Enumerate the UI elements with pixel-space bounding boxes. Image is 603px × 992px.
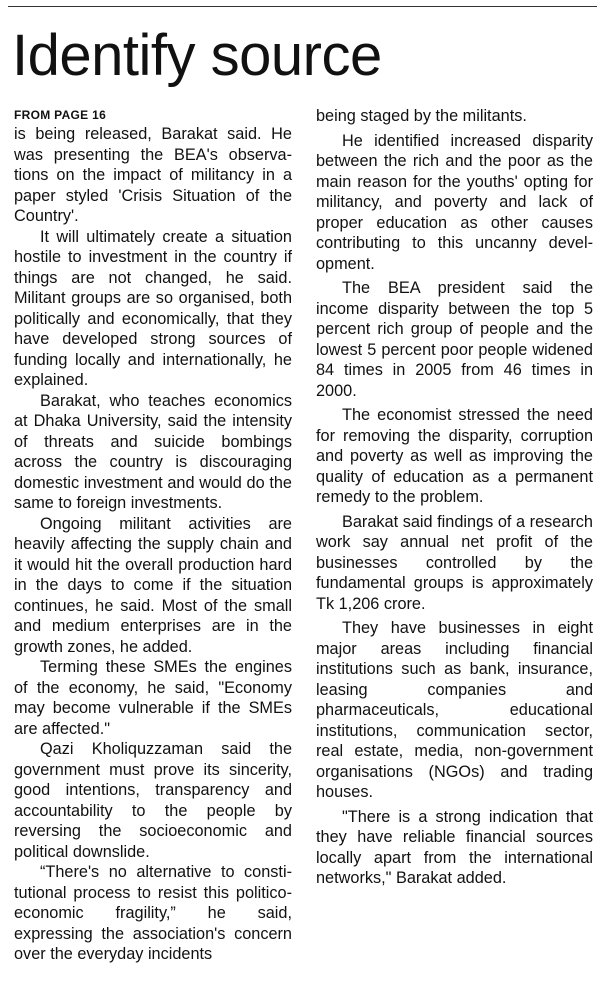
article-paragraph: “There's no alternative to constitutional process to resist this politico-economic fragility,” he said, expressing the association's concern over the everyday incidents xyxy=(14,863,292,963)
article-paragraph: is being released, Barakat said. He was presenting the BEA's observations on the impact of militancy in a paper styled 'Crisis Situation of the Country'. xyxy=(14,125,292,225)
article-paragraph: Barakat said findings of a research work say annual net profit of the businesses controlled by the fundamental groups is approximately Tk 1,206 crore. xyxy=(316,512,593,613)
article-paragraph: He identified increased disparity between the rich and the poor as the main reason for the youths' opting for militancy, and poverty and lack of proper education as other causes contributing to this uncanny development. xyxy=(316,131,593,273)
article-paragraph: Qazi Kholiquzzaman said the government must prove its sincerity, good intentions, transparency and accountability to the people by reversing the socioeconomic and political downslide. xyxy=(14,740,292,861)
article-paragraph: They have businesses in eight major areas including financial institutions such as bank, insurance, leasing companies and pharmaceuticals, educational institutions, communication sector, real estate, media, non-government organisations (NGOs) and trading houses. xyxy=(316,619,593,801)
article-column-right xyxy=(316,106,593,889)
article-paragraph: The BEA president said the income disparity between the top 5 percent rich group of people and the lowest 5 percent poor people widened 84 times in 2005 from 46 times in 2000. xyxy=(316,279,593,400)
article-paragraph: Ongoing militant activities are heavily affecting the supply chain and it would hit the overall production hard in the days to come if the situation continues, he said. Most of the small and medium enterprises are in the growth zones, he added. xyxy=(14,514,292,656)
article-paragraph: It will ultimately create a situation hostile to investment in the country if things are not changed, he said. Militant groups are so organised, both politically and economically, that they have developed strong sources of funding locally and internationally, he explained. xyxy=(14,227,292,389)
headline: Identify source xyxy=(12,23,382,88)
article-column-left xyxy=(14,106,292,965)
continuation-kicker: FROM PAGE 16 xyxy=(14,108,107,122)
article-paragraph: being staged by the militants. xyxy=(316,107,527,125)
article-paragraph: "There is a strong indication that they have reliable financial sources locally apart from the international networks," Barakat added. xyxy=(316,807,593,887)
article-paragraph: Terming these SMEs the engines of the economy, he said, "Economy may become vulnerable if the SMEs are affected." xyxy=(14,658,292,738)
article-paragraph: The economist stressed the need for removing the disparity, corruption and poverty as well as improving the quality of education as a permanent remedy to the problem. xyxy=(316,406,593,506)
article-paragraph: Barakat, who teaches economics at Dhaka University, said the intensity of threats and suicide bombings across the country is discouraging domestic investment and would do the same to foreign investments. xyxy=(14,391,292,512)
top-rule xyxy=(8,6,597,7)
